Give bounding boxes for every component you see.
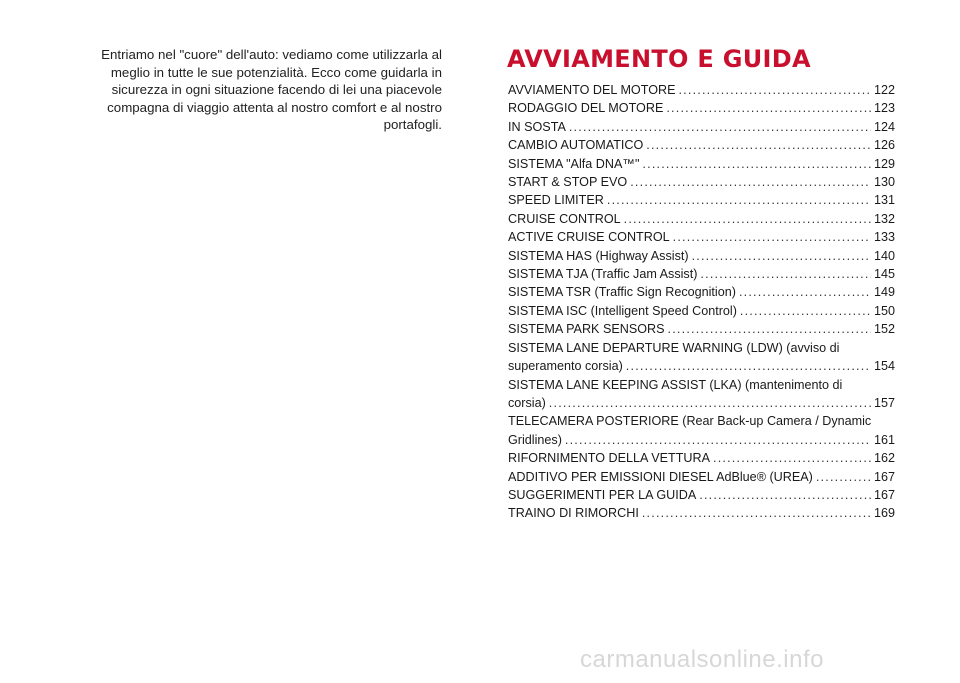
toc-entry[interactable] bbox=[508, 173, 895, 191]
toc-entry-label: SISTEMA "Alfa DNA™" bbox=[508, 156, 640, 171]
toc-entry-page-number: 140 bbox=[873, 248, 895, 263]
dot-leader bbox=[624, 210, 871, 228]
toc-entry-label-line1: TELECAMERA POSTERIORE (Rear Back-up Camera / Dynamic bbox=[508, 414, 872, 429]
toc-entry[interactable] bbox=[508, 302, 895, 320]
toc-entry[interactable] bbox=[508, 486, 895, 504]
toc-entry[interactable] bbox=[508, 191, 895, 209]
toc-entry-label: superamento corsia) bbox=[508, 359, 623, 374]
watermark: carmanualsonline.info bbox=[580, 646, 824, 673]
toc-entry-page-number: 169 bbox=[873, 506, 895, 521]
dot-leader bbox=[673, 228, 871, 246]
dot-leader bbox=[739, 283, 871, 301]
toc-entry-label: IN SOSTA bbox=[508, 119, 566, 134]
section-title: AVVIAMENTO E GUIDA bbox=[507, 45, 811, 73]
toc-entry[interactable] bbox=[508, 99, 895, 117]
toc-entry-label: TRAINO DI RIMORCHI bbox=[508, 506, 639, 521]
toc-entry[interactable] bbox=[508, 228, 895, 246]
toc-entry[interactable] bbox=[508, 210, 895, 228]
toc-entry-label: CRUISE CONTROL bbox=[508, 211, 621, 226]
toc-entry-page-number: 123 bbox=[873, 101, 895, 116]
toc-entry-label: SUGGERIMENTI PER LA GUIDA bbox=[508, 487, 697, 502]
toc-entry-label: START & STOP EVO bbox=[508, 175, 628, 190]
toc-entry-page-number: 154 bbox=[873, 359, 895, 374]
toc-entry-page-number: 122 bbox=[873, 83, 895, 97]
toc-entry-label: SISTEMA TSR (Traffic Sign Recognition) bbox=[508, 285, 736, 300]
toc-entry-label: SISTEMA HAS (Highway Assist) bbox=[508, 248, 689, 263]
toc-entry-page-number: 150 bbox=[873, 303, 895, 318]
toc-entry[interactable] bbox=[508, 412, 895, 449]
dot-leader bbox=[646, 136, 871, 154]
toc-entry-label: SISTEMA PARK SENSORS bbox=[508, 322, 665, 337]
toc-entry[interactable] bbox=[508, 376, 895, 413]
dot-leader bbox=[816, 468, 871, 486]
toc-entry-page-number: 157 bbox=[873, 395, 895, 410]
dot-leader bbox=[642, 504, 871, 522]
toc-entry[interactable] bbox=[508, 118, 895, 136]
dot-leader bbox=[740, 302, 871, 320]
toc-entry[interactable] bbox=[508, 155, 895, 173]
toc-entry-label: SPEED LIMITER bbox=[508, 193, 604, 208]
toc-entry[interactable] bbox=[508, 468, 895, 486]
toc-entry-page-number: 126 bbox=[873, 138, 895, 153]
toc-entry-page-number: 133 bbox=[873, 230, 895, 245]
toc-entry[interactable] bbox=[508, 136, 895, 154]
toc-entry-page-number: 124 bbox=[873, 119, 895, 134]
toc-entry-label: ACTIVE CRUISE CONTROL bbox=[508, 230, 670, 245]
toc-entry[interactable] bbox=[508, 265, 895, 283]
toc-entry[interactable] bbox=[508, 320, 895, 338]
toc-entry[interactable] bbox=[508, 339, 895, 376]
toc-entry-label: ADDITIVO PER EMISSIONI DIESEL AdBlue® (UREA) bbox=[508, 469, 813, 484]
toc-entry-page-number: 161 bbox=[873, 432, 895, 447]
toc-entry-label: Gridlines) bbox=[508, 432, 562, 447]
toc-entry-label: AVVIAMENTO DEL MOTORE bbox=[508, 83, 676, 97]
toc-entry-page-number: 131 bbox=[873, 193, 895, 208]
toc-entry-page-number: 149 bbox=[873, 285, 895, 300]
toc-entry-page-number: 129 bbox=[873, 156, 895, 171]
dot-leader bbox=[630, 173, 871, 191]
toc-entry[interactable] bbox=[508, 283, 895, 301]
toc-entry-page-number: 152 bbox=[873, 322, 895, 337]
toc-entry-page-number: 130 bbox=[873, 175, 895, 190]
toc-entry-page-number: 145 bbox=[873, 267, 895, 282]
dot-leader bbox=[668, 320, 871, 338]
table-of-contents bbox=[508, 81, 895, 523]
toc-entry-label-line1: SISTEMA LANE KEEPING ASSIST (LKA) (mantenimento di bbox=[508, 377, 843, 392]
dot-leader bbox=[642, 155, 871, 173]
toc-entry-label: SISTEMA ISC (Intelligent Speed Control) bbox=[508, 303, 737, 318]
toc-entry-label: RIFORNIMENTO DELLA VETTURA bbox=[508, 451, 710, 466]
toc-entry-label: CAMBIO AUTOMATICO bbox=[508, 138, 644, 153]
toc-entry[interactable] bbox=[508, 81, 895, 99]
dot-leader bbox=[692, 247, 871, 265]
toc-entry[interactable] bbox=[508, 247, 895, 265]
toc-entry-label: corsia) bbox=[508, 395, 546, 410]
dot-leader bbox=[666, 99, 871, 117]
toc-entry-label: SISTEMA TJA (Traffic Jam Assist) bbox=[508, 267, 698, 282]
dot-leader bbox=[713, 449, 871, 467]
toc-entry[interactable] bbox=[508, 504, 895, 522]
dot-leader bbox=[607, 191, 871, 209]
dot-leader bbox=[678, 81, 871, 99]
toc-entry-page-number: 132 bbox=[873, 211, 895, 226]
toc-entry-page-number: 167 bbox=[873, 487, 895, 502]
toc-entry[interactable] bbox=[508, 449, 895, 467]
dot-leader bbox=[700, 265, 871, 283]
dot-leader bbox=[626, 357, 871, 375]
toc-entry-page-number: 167 bbox=[873, 469, 895, 484]
dot-leader bbox=[565, 431, 871, 449]
dot-leader bbox=[549, 394, 871, 412]
dot-leader bbox=[569, 118, 871, 136]
toc-entry-label-line1: SISTEMA LANE DEPARTURE WARNING (LDW) (avviso di bbox=[508, 340, 840, 355]
toc-entry-label: RODAGGIO DEL MOTORE bbox=[508, 101, 664, 116]
dot-leader bbox=[699, 486, 871, 504]
intro-paragraph: Entriamo nel "cuore" dell'auto: vediamo come utilizzarla al meglio in tutte le sue potenzialità. Ecco come guidarla in sicurezza in ogni situazione facendo di lei una piacevole compagna di viaggio attenta al nostro comfort e al nostro portafogli. bbox=[101, 47, 442, 133]
toc-entry-page-number: 162 bbox=[873, 451, 895, 466]
